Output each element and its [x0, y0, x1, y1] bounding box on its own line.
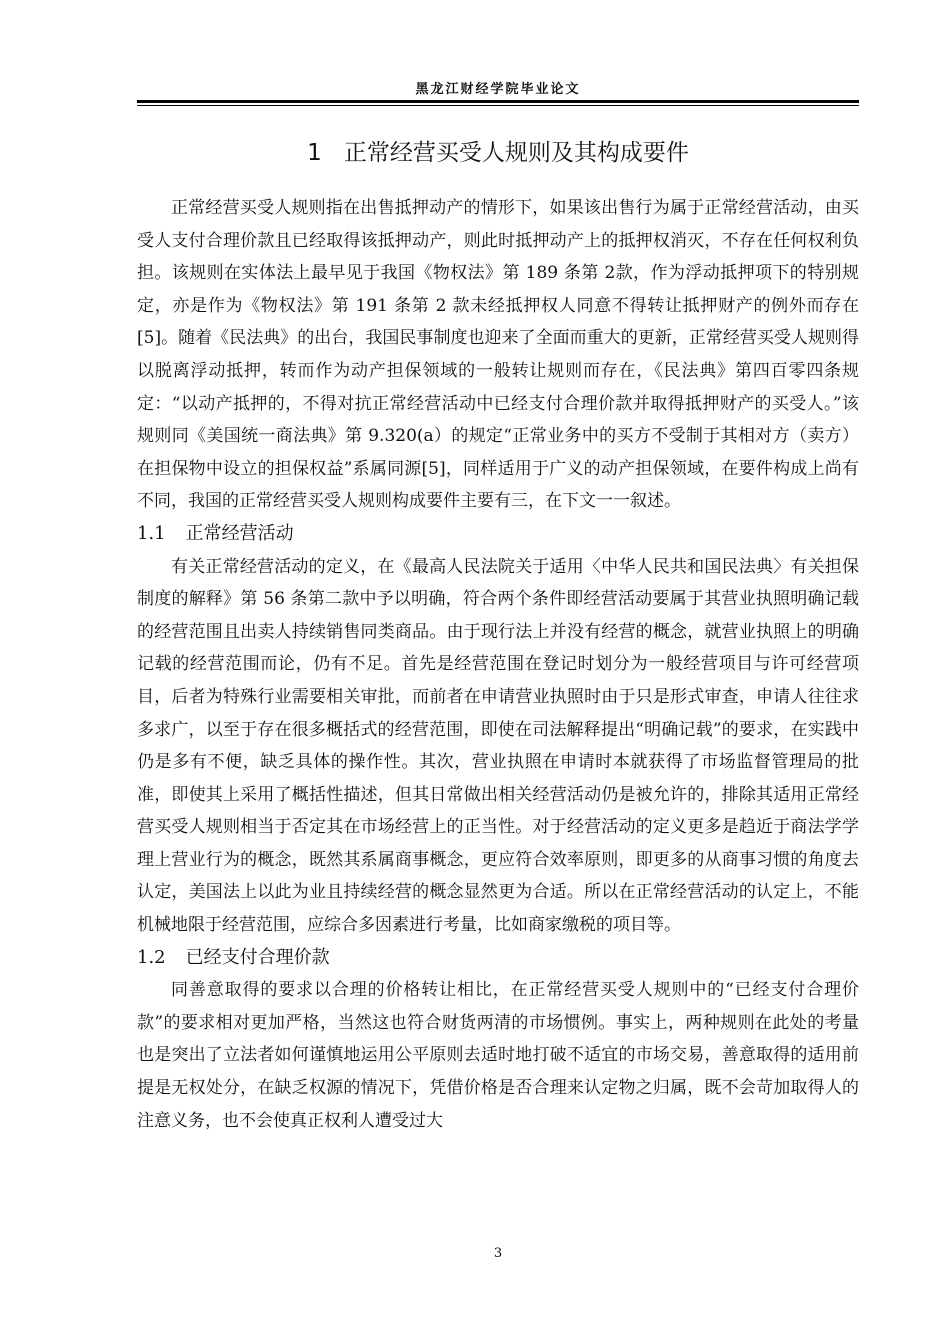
text-line: 典〉有关担保制度的解释》第 56 条第二款中予以明确，符合两个条件即经营活动要属 — [137, 556, 860, 610]
running-header: 黑龙江财经学院毕业论文 — [415, 82, 581, 97]
text-line: 种规则在此处的考量也是突出了立法者如何谨慎地运用公平原则去适时地打破不适宜 — [137, 1012, 859, 1066]
text-line: 式的经营范围，即使在司法解释提出“明确记载”的要求，在实践中仍是多有不便， — [137, 719, 859, 773]
text-line: 尚有不同，我国的正常经营买受人规则构成要件主要有三，在下文一一叙述。 — [137, 458, 860, 512]
text-line: 的市场交易，善意取得的适用前提是无权处分，在缺乏权源的情况下，凭借价格是否 — [137, 1045, 860, 1099]
text-line: 来了全面而重大的更新，正常经营买受人规则得以脱离浮动抵押，转而作为动产担保 — [137, 328, 859, 381]
intro-paragraph — [137, 192, 859, 518]
header-rule-thin — [137, 105, 859, 106]
text-line: 在登记时划分为一般经营项目与许可经营项目，后者为特殊行业需要相关审批，而前 — [137, 654, 859, 707]
text-line: 所以在正常经营活动的认定上，不能机械地限于经营范围，应综合多因素进行考量， — [137, 882, 860, 936]
chapter-title-text: 正常经营买受人规则及其构成要件 — [343, 140, 689, 166]
text-line: 正常经营买受人规则指在出售抵押动产的情形下，如果该出售行为属于正常经营 — [171, 198, 774, 218]
text-line: 者在申请营业执照时由于只是形式审查，申请人往往求多求广，以至于存在很多概括 — [137, 686, 860, 740]
chapter-number: 1 — [307, 140, 322, 166]
text-line: 于其营业执照明确记载的经营范围且出卖人持续销售同类商品。由于现行法上并没有 — [137, 589, 859, 642]
text-line: 领域的一般转让规则而存在，《民法典》第四百零四条规定：“以动产抵押的，不得 — [137, 360, 860, 414]
text-line: 款，作为浮动抵押项下的特别规定，亦是作为《物权法》第 191 条第 2 款未经抵押权 — [137, 263, 859, 316]
text-line: 合理来认定物之归属，既不会苛加取得人的注意义务，也不会使真正权利人遭受过大 — [137, 1078, 860, 1131]
chapter-title — [137, 134, 859, 167]
text-line: 对抗正常经营活动中已经支付合理价款并取得抵押财产的买受人。”该规则同《美国 — [137, 393, 859, 447]
text-line: 灭，不存在任何权利负担。该规则在实体法上最早见于我国《物权法》第 189 条第 2 — [137, 230, 860, 284]
text-line: 更多的从商事习惯的角度去认定，美国法上以此为业且持续经营的概念显然更为合适。 — [137, 849, 860, 903]
text-line: 趋近于商法学学理上营业行为的概念，既然其系属商事概念，更应符合效率原则，即 — [137, 817, 859, 870]
section-heading-1-2 — [137, 942, 859, 975]
text-line: 使其上采用了概括性描述，但其日常做出相关经营活动仍是被允许的，排除其适用正 — [188, 784, 825, 805]
text-line: 保物中设立的担保权益”系属同源[5]，同样适用于广义的动产担保领域，在要件构成上 — [171, 458, 825, 479]
section-title: 已经支付合理价款 — [185, 946, 330, 968]
section-number: 1.1 — [137, 522, 166, 544]
text-line: 统一商法典》第 9.320(a）的规定“正常业务中的买方不受制于其相对方（卖方）在担 — [137, 426, 860, 479]
page-number: 3 — [493, 1246, 503, 1261]
text-line: 有关正常经营活动的定义，在《最高人民法院关于适用〈中华人民共和国民法 — [171, 556, 756, 577]
text-line: 常经营买受人规则相当于否定其在市场经营上的正当性。对于经营活动的定义更多是 — [137, 784, 860, 838]
text-line: 同善意取得的要求以合理的价格转让相比，在正常经营买受人规则中的“已经支 — [171, 980, 789, 1001]
text-line: 缺乏具体的操作性。其次，营业执照在申请时本就获得了市场监督管理局的批准，即 — [137, 752, 859, 805]
header-rule-thick — [137, 100, 859, 103]
text-line: 活动，由买受人支付合理价款且已经取得该抵押动产，则此时抵押动产上的抵押权消 — [137, 198, 860, 251]
body-content — [137, 192, 859, 1137]
text-line: 人同意不得转让抵押财产的例外而存在[5]。随着《民法典》的出台，我国民事制度也迎 — [137, 295, 859, 349]
section-1-2-paragraph — [137, 974, 859, 1137]
section-number: 1.2 — [137, 946, 166, 968]
text-line: 经营的概念，就营业执照上的明确记载的经营范围而论，仍有不足。首先是经营范围 — [137, 621, 860, 675]
section-1-1-paragraph — [137, 551, 859, 942]
section-heading-1-1 — [137, 518, 859, 551]
section-title: 正常经营活动 — [185, 522, 294, 544]
text-line: 付合理价款”的要求相对更加严格，当然这也符合财货两清的市场惯例。事实上，两 — [137, 980, 859, 1033]
text-line: 比如商家缴税的项目等。 — [494, 915, 681, 936]
